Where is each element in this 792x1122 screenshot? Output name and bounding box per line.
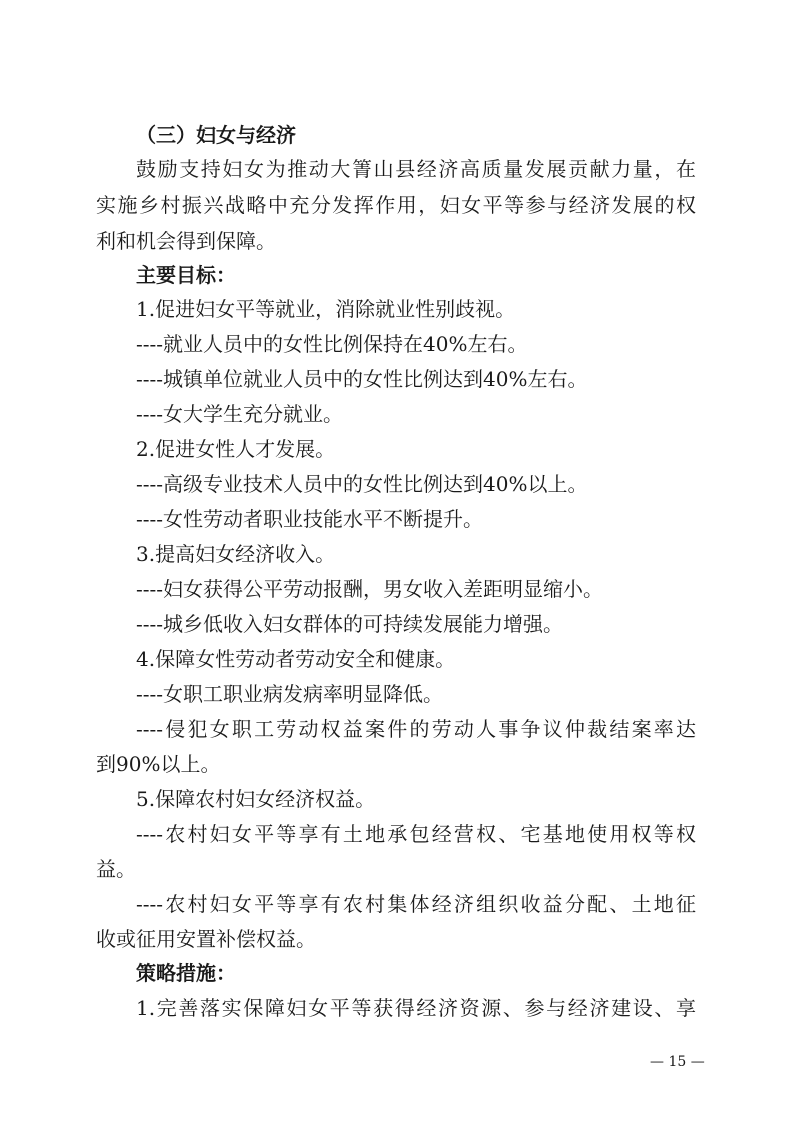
main-goals-heading: 主要目标： xyxy=(136,263,236,287)
intro-line-3: 利和机会得到保障。 xyxy=(96,229,276,253)
goal-5-item-a-line-1: ----农村妇女平等享有土地承包经营权、宅基地使用权等权 xyxy=(136,822,696,846)
goal-5-title: 5.保障农村妇女经济权益。 xyxy=(136,787,376,811)
goal-4-item-a: ----女职工职业病发病率明显降低。 xyxy=(136,682,444,706)
measure-1-line-1: 1.完善落实保障妇女平等获得经济资源、参与经济建设、享 xyxy=(136,996,696,1020)
goal-1-title: 1.促进妇女平等就业，消除就业性别歧视。 xyxy=(136,297,516,321)
goal-2-item-a: ----高级专业技术人员中的女性比例达到40%以上。 xyxy=(136,472,588,496)
goal-5-item-b-line-2: 收或征用安置补偿权益。 xyxy=(96,927,316,951)
goal-5-item-b-line-1: ----农村妇女平等享有农村集体经济组织收益分配、土地征 xyxy=(136,892,696,916)
section-title: （三）妇女与经济 xyxy=(136,123,296,147)
goal-2-title: 2.促进女性人才发展。 xyxy=(136,437,336,461)
intro-line-1: 鼓励支持妇女为推动大箐山县经济高质量发展贡献力量，在 xyxy=(136,157,696,181)
intro-line-2: 实施乡村振兴战略中充分发挥作用，妇女平等参与经济发展的权 xyxy=(96,193,696,217)
goal-2-item-b: ----女性劳动者职业技能水平不断提升。 xyxy=(136,507,484,531)
goal-4-item-b-line-2: 到90%以上。 xyxy=(96,752,221,776)
goal-1-item-a: ----就业人员中的女性比例保持在40%左右。 xyxy=(136,332,528,356)
goal-1-item-b: ----城镇单位就业人员中的女性比例达到40%左右。 xyxy=(136,367,588,391)
goal-3-item-b: ----城乡低收入妇女群体的可持续发展能力增强。 xyxy=(136,612,564,636)
goal-3-title: 3.提高妇女经济收入。 xyxy=(136,542,336,566)
goal-4-title: 4.保障女性劳动者劳动安全和健康。 xyxy=(136,647,456,671)
goal-1-item-c: ----女大学生充分就业。 xyxy=(136,402,344,426)
page-number: — 15 — xyxy=(650,1054,705,1070)
goal-3-item-a: ----妇女获得公平劳动报酬，男女收入差距明显缩小。 xyxy=(136,577,604,601)
measures-heading: 策略措施： xyxy=(136,961,236,985)
goal-5-item-a-line-2: 益。 xyxy=(96,857,136,881)
goal-4-item-b-line-1: ----侵犯女职工劳动权益案件的劳动人事争议仲裁结案率达 xyxy=(136,717,696,741)
